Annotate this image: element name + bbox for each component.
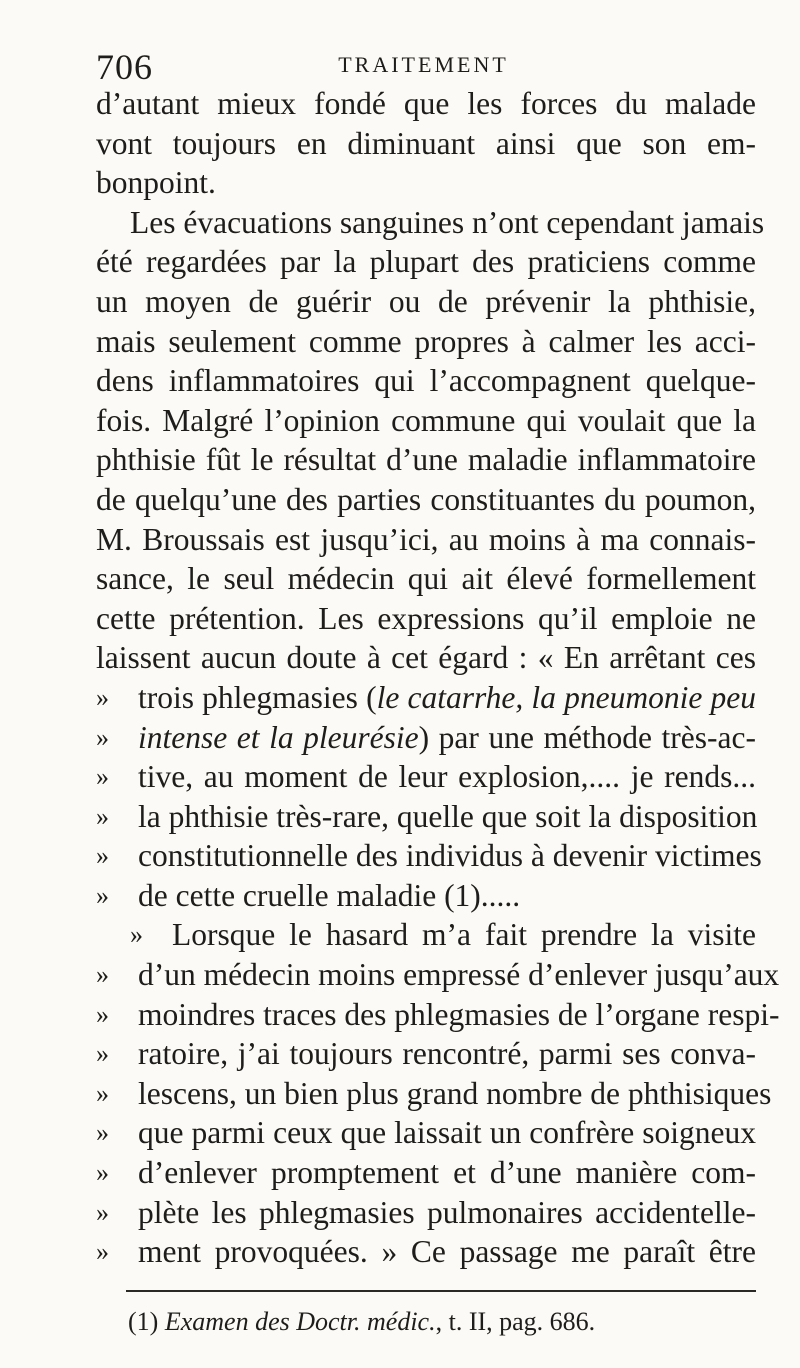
quote-line — [96, 1153, 756, 1193]
quote-text: trois phlegmasies ( — [138, 679, 377, 715]
quote-mark: » — [96, 1158, 109, 1188]
quote-text: constitutionnelle des individus à devenir victimes — [138, 838, 762, 874]
quote-text: lescens, un bien plus grand nombre de phthisiques — [138, 1075, 772, 1111]
quote-mark: » — [96, 1237, 109, 1267]
quote-line — [96, 1193, 756, 1233]
quote-mark: » — [96, 1197, 109, 1227]
page-number: 706 — [96, 47, 153, 87]
footnote — [128, 1307, 768, 1337]
quote-text: plète les phlegmasies pulmonaires accidentelle- — [138, 1194, 756, 1230]
quote-text: d’enlever promptement et d’une manière com- — [138, 1155, 756, 1191]
quote-mark: » — [96, 999, 109, 1029]
running-head: TRAITEMENT — [338, 52, 509, 77]
quote-mark: » — [96, 1078, 109, 1108]
text-line: sance, le seul médecin qui ait élevé formellement — [96, 561, 756, 597]
quote-line — [96, 1074, 772, 1114]
quote-line — [96, 1113, 756, 1153]
quote-text: ratoire, j’ai toujours rencontré, parmi ses conva- — [138, 1036, 756, 1072]
quote-line — [96, 955, 780, 995]
quote-line — [96, 836, 762, 876]
quote-line — [96, 915, 756, 955]
quote-mark: » — [96, 762, 109, 792]
text-line: de quelqu’une des parties constituantes du poumon, — [96, 481, 756, 517]
text-line: un moyen de guérir ou de prévenir la phthisie, — [96, 283, 756, 319]
quote-text: la phthisie très-rare, quelle que soit la disposition — [138, 798, 758, 834]
text-line: dens inflammatoires qui l’accompagnent quelque- — [96, 363, 756, 399]
quote-italic-text: intense et la pleurésie — [138, 719, 419, 755]
quote-text: moindres traces des phlegmasies de l’organe respi- — [138, 996, 780, 1032]
quote-mark: » — [96, 841, 109, 871]
footnote-reference: , t. II, pag. 686. — [435, 1307, 596, 1336]
footnote-marker: (1) — [128, 1307, 159, 1336]
quote-mark: » — [96, 682, 109, 712]
quote-line — [96, 678, 756, 718]
quote-mark: » — [130, 920, 143, 950]
quote-line — [96, 718, 756, 758]
quote-text: d’un médecin moins empressé d’enlever jusqu’aux — [138, 957, 780, 993]
quote-mark: » — [96, 880, 109, 910]
quote-text: ment provoquées. » Ce passage me paraît être — [138, 1234, 756, 1270]
quote-text: de cette cruelle maladie (1)..... — [138, 877, 521, 913]
text-line: laissent aucun doute à cet égard : « En arrêtant ces — [96, 640, 756, 676]
text-line: mais seulement comme propres à calmer les acci- — [96, 323, 756, 359]
quote-line — [96, 1034, 756, 1074]
quote-mark: » — [96, 801, 109, 831]
quote-mark: » — [96, 960, 109, 990]
quote-mark: » — [96, 1039, 109, 1069]
body-text — [96, 84, 780, 1272]
text-line: M. Broussais est jusqu’ici, au moins à ma connais- — [96, 521, 756, 557]
quote-line — [96, 757, 756, 797]
quote-text: Lorsque le hasard m’a fait prendre la visite — [172, 917, 756, 953]
text-line: fois. Malgré l’opinion commune qui voulait que la — [96, 402, 756, 438]
quote-line — [96, 797, 756, 837]
footnote-divider — [126, 1290, 756, 1292]
quote-text: ) par une méthode très-ac- — [418, 719, 756, 755]
footnote-italic-title: Examen des Doctr. médic. — [164, 1307, 436, 1336]
text-line: bonpoint. — [96, 165, 216, 201]
quote-mark: » — [96, 722, 109, 752]
quote-text: tive, au moment de leur explosion,.... je rends... — [138, 759, 756, 795]
quote-text: que parmi ceux que laissait un confrère soigneux — [138, 1115, 756, 1151]
quote-line — [96, 1232, 756, 1272]
quote-italic-text: le catarrhe, la pneumonie peu — [376, 679, 756, 715]
text-line: été regardées par la plupart des praticiens comme — [96, 244, 756, 280]
text-line: Les évacuations sanguines n’ont cependant jamais — [130, 204, 765, 240]
text-line: vont toujours en diminuant ainsi que son em- — [96, 125, 756, 161]
text-line: phthisie fût le résultat d’une maladie inflammatoire — [96, 442, 756, 478]
quote-line — [96, 876, 756, 916]
text-line: cette prétention. Les expressions qu’il emploie ne — [96, 600, 756, 636]
text-line: d’autant mieux fondé que les forces du malade — [96, 86, 756, 121]
quote-line — [96, 995, 780, 1035]
quote-mark: » — [96, 1118, 109, 1148]
page-header — [96, 46, 751, 86]
